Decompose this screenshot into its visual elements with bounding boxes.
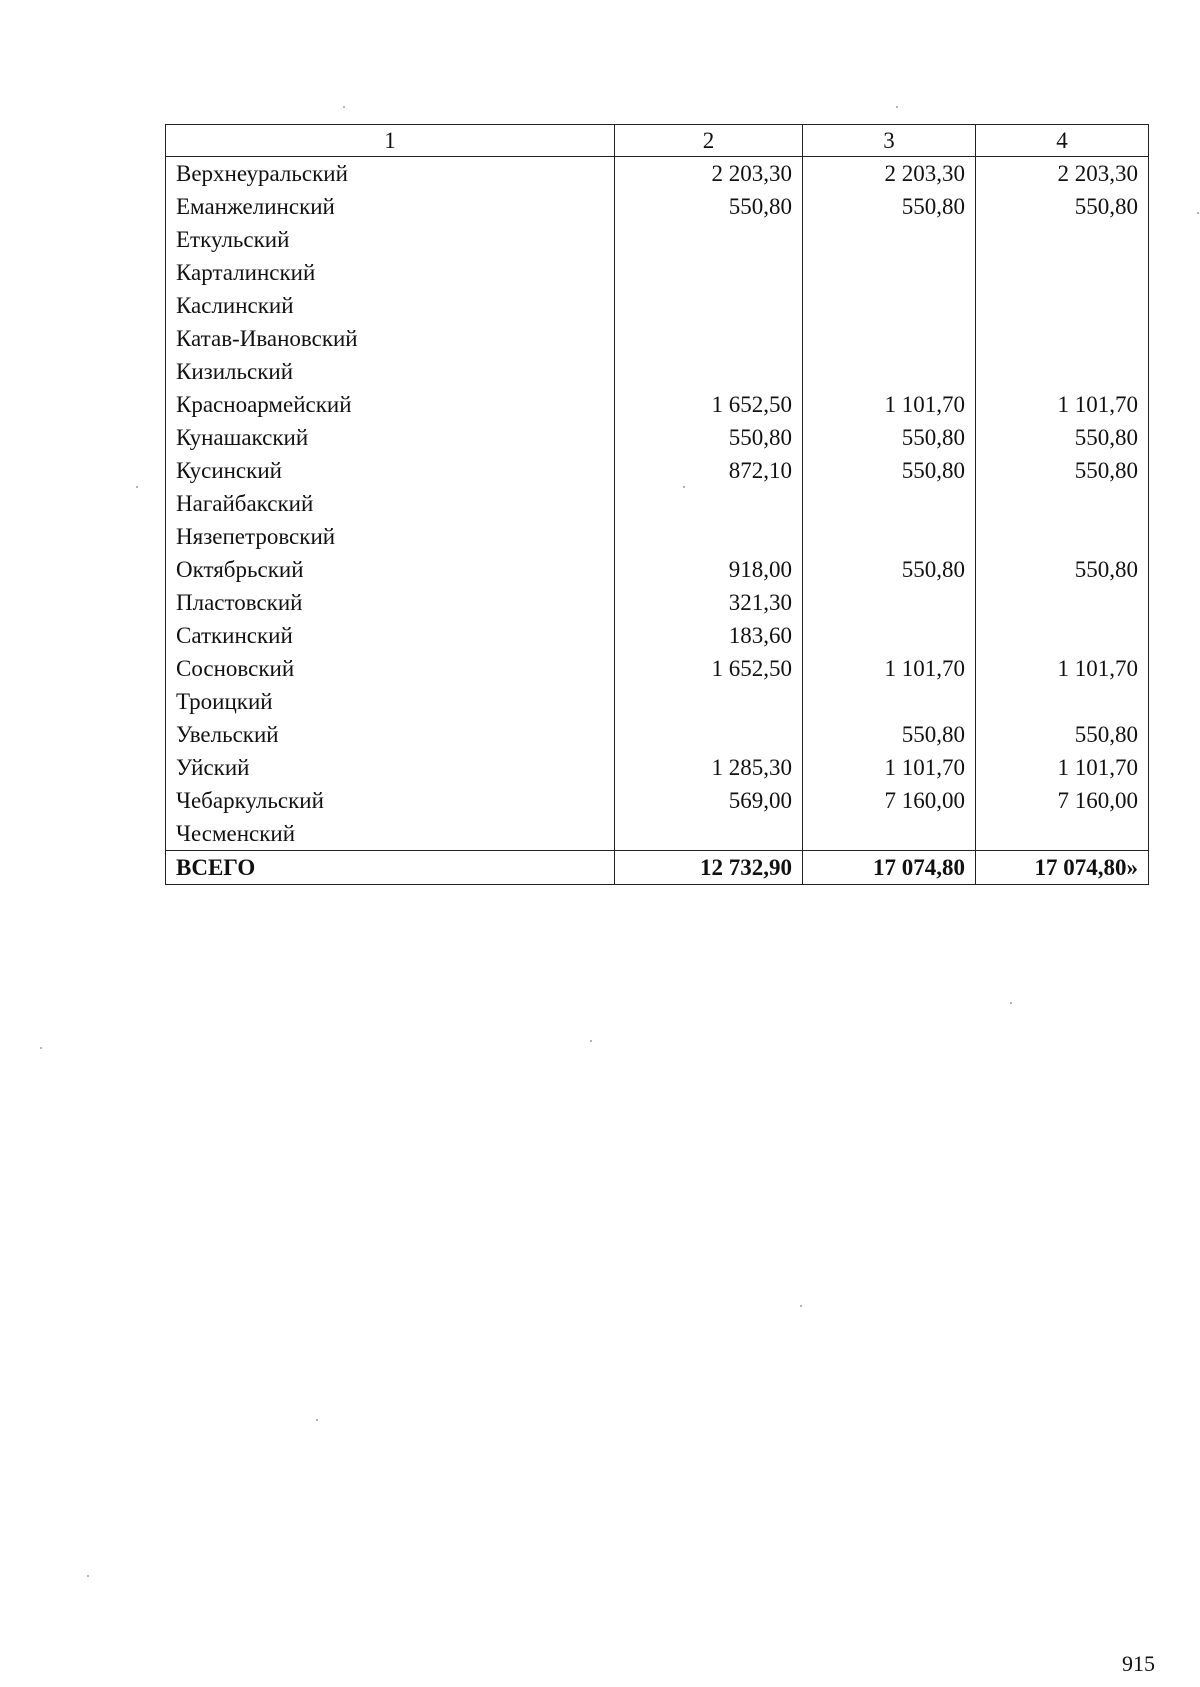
table-row — [166, 157, 1149, 191]
value-col4 — [976, 256, 1149, 289]
total-value-col4: 17 074,80» — [976, 851, 1149, 885]
value-col2 — [615, 355, 803, 388]
value-col4: 550,80 — [976, 421, 1149, 454]
district-name: Карталинский — [166, 256, 615, 289]
district-name: Саткинский — [166, 619, 615, 652]
district-name: Каслинский — [166, 289, 615, 322]
value-col2: 2 203,30 — [615, 157, 803, 191]
table-row — [166, 520, 1149, 553]
district-name: Кизильский — [166, 355, 615, 388]
district-name: Верхнеуральский — [166, 157, 615, 191]
scan-speck — [1010, 1002, 1012, 1004]
scan-speck — [343, 106, 345, 108]
value-col2 — [615, 685, 803, 718]
district-name: Красноармейский — [166, 388, 615, 421]
value-col3: 7 160,00 — [803, 784, 976, 817]
value-col4 — [976, 355, 1149, 388]
value-col3: 550,80 — [803, 553, 976, 586]
total-row — [166, 851, 1149, 885]
table-row — [166, 256, 1149, 289]
table-row — [166, 289, 1149, 322]
district-name: Уйский — [166, 751, 615, 784]
table-row — [166, 454, 1149, 487]
district-name: Пластовский — [166, 586, 615, 619]
value-col4: 550,80 — [976, 553, 1149, 586]
district-name: Сосновский — [166, 652, 615, 685]
column-header-3: 3 — [803, 125, 976, 157]
table-row — [166, 553, 1149, 586]
value-col2 — [615, 289, 803, 322]
value-col2: 1 285,30 — [615, 751, 803, 784]
value-col4: 7 160,00 — [976, 784, 1149, 817]
value-col3 — [803, 355, 976, 388]
value-col2: 550,80 — [615, 421, 803, 454]
value-col2: 321,30 — [615, 586, 803, 619]
column-header-4: 4 — [976, 125, 1149, 157]
value-col3 — [803, 586, 976, 619]
table-row — [166, 718, 1149, 751]
value-col4: 1 101,70 — [976, 388, 1149, 421]
value-col4: 550,80 — [976, 718, 1149, 751]
table-row — [166, 322, 1149, 355]
scan-speck — [40, 1047, 42, 1049]
value-col4: 1 101,70 — [976, 751, 1149, 784]
column-header-1: 1 — [166, 125, 615, 157]
value-col4 — [976, 289, 1149, 322]
district-name: Катав-Ивановский — [166, 322, 615, 355]
scan-speck — [590, 1040, 592, 1042]
scan-speck — [316, 1419, 318, 1421]
value-col2: 872,10 — [615, 454, 803, 487]
value-col4 — [976, 619, 1149, 652]
value-col2: 550,80 — [615, 190, 803, 223]
scan-speck — [136, 486, 138, 488]
value-col4: 550,80 — [976, 190, 1149, 223]
table-row — [166, 652, 1149, 685]
scan-speck — [683, 486, 685, 488]
value-col3: 550,80 — [803, 718, 976, 751]
value-col2 — [615, 520, 803, 553]
district-name: Троицкий — [166, 685, 615, 718]
scan-speck — [896, 106, 898, 108]
value-col4 — [976, 685, 1149, 718]
value-col4: 550,80 — [976, 454, 1149, 487]
district-name: Кунашакский — [166, 421, 615, 454]
table-row — [166, 487, 1149, 520]
value-col2 — [615, 718, 803, 751]
value-col3: 1 101,70 — [803, 388, 976, 421]
header-row — [166, 125, 1149, 157]
scan-speck — [87, 1575, 89, 1577]
value-col2: 569,00 — [615, 784, 803, 817]
value-col3 — [803, 817, 976, 851]
scan-speck — [800, 1305, 802, 1307]
value-col4: 1 101,70 — [976, 652, 1149, 685]
scan-speck — [1197, 212, 1199, 214]
value-col3 — [803, 520, 976, 553]
value-col4 — [976, 586, 1149, 619]
data-table — [165, 124, 1149, 885]
value-col3 — [803, 685, 976, 718]
table-row — [166, 685, 1149, 718]
total-value-col2: 12 732,90 — [615, 851, 803, 885]
value-col3 — [803, 619, 976, 652]
value-col2 — [615, 256, 803, 289]
value-col3 — [803, 223, 976, 256]
value-col3 — [803, 322, 976, 355]
value-col3: 550,80 — [803, 421, 976, 454]
table-row — [166, 586, 1149, 619]
district-name: Октябрьский — [166, 553, 615, 586]
value-col3: 1 101,70 — [803, 751, 976, 784]
value-col3: 550,80 — [803, 454, 976, 487]
value-col4 — [976, 223, 1149, 256]
value-col2: 183,60 — [615, 619, 803, 652]
value-col2 — [615, 817, 803, 851]
value-col3 — [803, 289, 976, 322]
table-body — [166, 157, 1149, 885]
value-col4 — [976, 322, 1149, 355]
value-col3 — [803, 487, 976, 520]
district-name: Нязепетровский — [166, 520, 615, 553]
column-header-2: 2 — [615, 125, 803, 157]
table-row — [166, 751, 1149, 784]
table-row — [166, 355, 1149, 388]
table-row — [166, 817, 1149, 851]
district-name: Увельский — [166, 718, 615, 751]
value-col2: 1 652,50 — [615, 652, 803, 685]
value-col4 — [976, 520, 1149, 553]
table-row — [166, 190, 1149, 223]
district-name: Чесменский — [166, 817, 615, 851]
value-col4 — [976, 817, 1149, 851]
district-name: Еткульский — [166, 223, 615, 256]
value-col2 — [615, 322, 803, 355]
table-row — [166, 223, 1149, 256]
district-name: Еманжелинский — [166, 190, 615, 223]
table-row — [166, 388, 1149, 421]
total-value-col3: 17 074,80 — [803, 851, 976, 885]
table-header — [166, 125, 1149, 157]
value-col2: 918,00 — [615, 553, 803, 586]
district-name: Нагайбакский — [166, 487, 615, 520]
table-row — [166, 784, 1149, 817]
value-col4: 2 203,30 — [976, 157, 1149, 191]
value-col3: 2 203,30 — [803, 157, 976, 191]
value-col2 — [615, 487, 803, 520]
page-number: 915 — [1122, 1651, 1155, 1676]
table-row — [166, 421, 1149, 454]
value-col3 — [803, 256, 976, 289]
value-col2 — [615, 223, 803, 256]
value-col4 — [976, 487, 1149, 520]
district-name: Чебаркульский — [166, 784, 615, 817]
value-col2: 1 652,50 — [615, 388, 803, 421]
district-name: Кусинский — [166, 454, 615, 487]
value-col3: 1 101,70 — [803, 652, 976, 685]
table-row — [166, 619, 1149, 652]
total-label: ВСЕГО — [166, 851, 615, 885]
value-col3: 550,80 — [803, 190, 976, 223]
